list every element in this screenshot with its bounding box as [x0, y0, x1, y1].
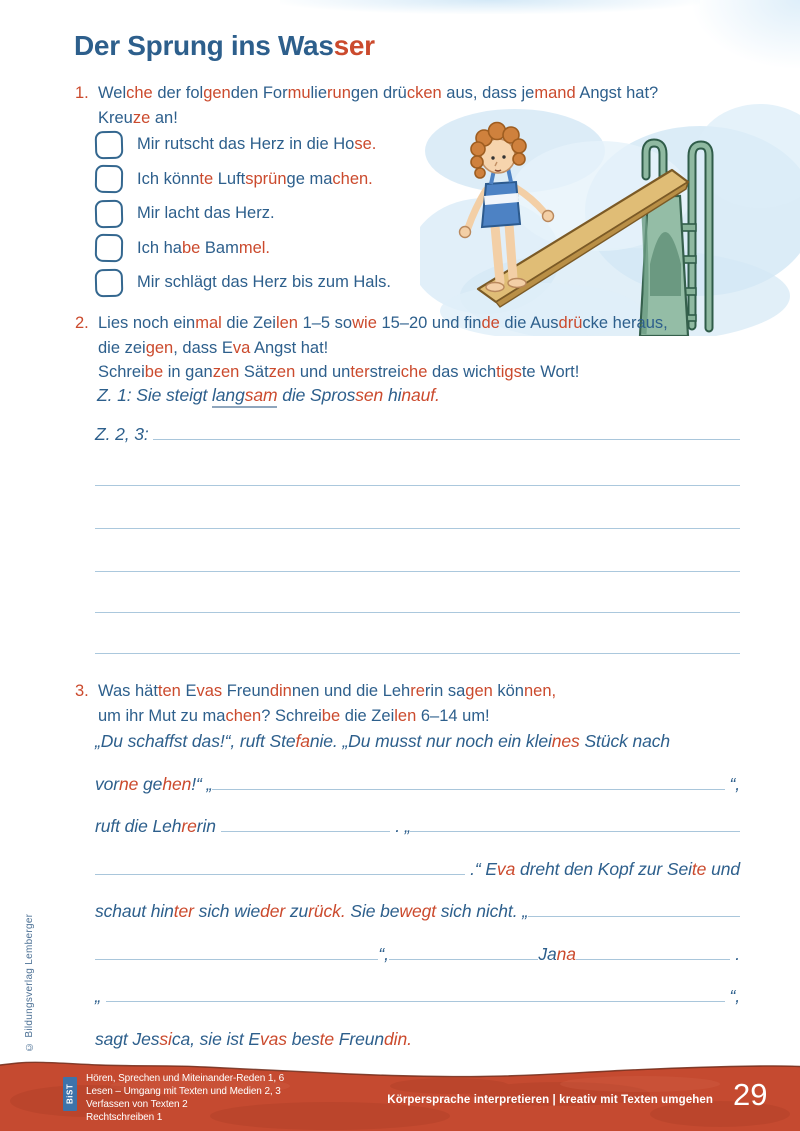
text-segment: “, — [724, 773, 740, 794]
text-segment: Lies noch ein — [98, 314, 196, 332]
text-segment: rin sa — [424, 682, 466, 700]
text-segment: die Zei — [221, 314, 276, 332]
text-segment: der fol — [152, 84, 204, 102]
text-segment: “, — [378, 943, 389, 964]
exercise2-number: 2. — [75, 314, 89, 332]
text-segment: run — [327, 84, 351, 102]
text-segment: Wel — [98, 84, 127, 102]
text-segment: Mir rutscht das Herz in die Ho — [137, 135, 355, 153]
text-segment: der — [260, 901, 286, 921]
text-segment: zen — [212, 363, 240, 381]
text-segment: cken — [406, 84, 442, 102]
text-segment: te Wort! — [521, 363, 580, 381]
text-segment: rin — [196, 816, 221, 836]
text-segment: , dass E — [173, 338, 233, 357]
text-segment: nen und die Leh — [291, 682, 411, 700]
text-segment: strei — [369, 363, 401, 381]
ruled-answer-line[interactable] — [95, 652, 740, 654]
text-segment: nes — [551, 731, 580, 751]
text-segment: die Spros — [277, 385, 356, 405]
text-segment: ge ma — [286, 169, 333, 188]
checkbox-label-3 — [137, 204, 275, 223]
text-segment: che — [400, 363, 428, 381]
standard-item-4: Rechtschreiben 1 — [86, 1112, 163, 1123]
text-segment: din — [269, 682, 292, 700]
text-segment: ca, sie ist E — [171, 1028, 261, 1049]
ruled-answer-line[interactable] — [95, 611, 740, 613]
text-segment: Was hät — [98, 682, 158, 700]
text-segment: hi — [383, 385, 402, 405]
exercise3-number: 3. — [75, 682, 89, 700]
text-segment: 6–14 um! — [416, 706, 490, 725]
text-segment: nie. „Du musst nur noch ein klei — [309, 731, 552, 751]
checkbox-label-4 — [137, 239, 270, 258]
text-segment: ser — [333, 30, 375, 61]
text-segment: „Du schaffst das!“, ruft Ste — [95, 731, 296, 751]
text-segment: Ja — [538, 943, 557, 964]
text-segment: be — [144, 363, 164, 381]
text-segment: Ich könn — [137, 169, 200, 188]
text-segment: an! — [150, 108, 178, 127]
ruled-answer-line[interactable] — [95, 527, 740, 529]
text-segment: mand — [534, 84, 576, 102]
text-segment: te — [691, 858, 707, 879]
text-segment: sprün — [245, 169, 287, 188]
ruled-answer-line[interactable] — [95, 570, 740, 572]
text-segment: mu — [287, 84, 311, 102]
exercise3-header — [75, 679, 556, 728]
text-segment: sich nicht. „ — [435, 901, 528, 921]
text-segment: va — [496, 858, 516, 879]
text-segment: sagt Jes — [95, 1028, 160, 1049]
text-segment: . — [730, 943, 740, 964]
text-segment: ge — [138, 773, 163, 794]
text-segment: se. — [354, 135, 377, 153]
answer-blank[interactable] — [106, 999, 725, 1002]
text-segment: wie — [352, 314, 377, 332]
checkbox-item-4 — [95, 236, 391, 261]
text-segment: cke heraus, — [582, 314, 668, 332]
text-segment: den For — [230, 84, 288, 102]
checkbox-item-5 — [95, 270, 391, 295]
text-segment: Freun — [334, 1028, 385, 1049]
text-segment: Luft — [213, 169, 246, 188]
text-segment: drü — [558, 314, 583, 332]
text-segment: . „ — [390, 816, 411, 836]
watercolor-wash-corner — [690, 0, 800, 70]
answer-blank[interactable] — [95, 872, 465, 875]
text-segment: ter — [173, 901, 194, 921]
text-segment: vas — [196, 682, 223, 700]
rewrite-line-4 — [95, 859, 740, 902]
exercise2-header — [75, 311, 668, 385]
answer-blank[interactable] — [410, 829, 740, 832]
text-segment: die Zei — [340, 706, 395, 725]
text-segment: Mir schlägt das Herz bis zum Hals. — [137, 273, 391, 292]
text-segment: Mir lacht das Herz. — [137, 204, 275, 223]
footer-topic: Körpersprache interpretieren | kreativ mit Texten umgehen — [387, 1094, 713, 1106]
page-title — [74, 30, 375, 62]
text-segment: Der Sprung ins Was — [74, 30, 334, 61]
answer-blank[interactable] — [212, 787, 725, 790]
text-segment: sam — [245, 385, 278, 408]
text-segment: zu — [285, 901, 309, 921]
text-segment: Schrei — [98, 363, 145, 381]
checkbox-label-2 — [137, 170, 373, 189]
text-segment: ruft die Leh — [95, 816, 182, 836]
text-segment: ten — [157, 682, 181, 700]
text-segment: Sät — [239, 363, 269, 381]
text-segment: lang — [212, 385, 245, 408]
exercise2-instruction — [98, 360, 579, 385]
publisher-copyright: © Bildungsverlag Lemberger — [24, 913, 35, 1052]
text-segment: vas — [260, 1028, 287, 1049]
text-segment: Stück nach — [579, 731, 671, 751]
text-segment: dreht den Kopf zur Sei — [515, 858, 692, 879]
text-segment: re — [181, 816, 197, 836]
girl-on-diving-board-illustration — [420, 96, 800, 336]
text-segment: si — [159, 1028, 172, 1049]
text-segment: fa — [295, 731, 310, 751]
text-segment: die zei — [98, 338, 146, 357]
rewrite-line-3 — [95, 816, 740, 859]
exercise1-question — [98, 81, 658, 106]
text-segment: Bam — [200, 238, 239, 257]
exercise3-question-line1 — [98, 679, 556, 704]
text-segment: tigs — [496, 363, 522, 381]
checkbox-5[interactable] — [95, 269, 124, 298]
text-segment: Ich ha — [137, 238, 182, 257]
exercise2-question-line1 — [98, 311, 668, 336]
checkbox-4[interactable] — [95, 234, 124, 263]
text-segment: Angst hat! — [250, 338, 329, 357]
checkbox-item-3 — [95, 201, 391, 226]
text-segment: mal — [195, 314, 222, 332]
answer-blank[interactable] — [95, 957, 378, 960]
text-segment: wegt — [399, 901, 436, 921]
text-segment: 1–5 so — [297, 314, 353, 332]
text-segment: be — [181, 238, 201, 257]
text-segment: Kreu — [98, 108, 133, 127]
text-segment: len — [275, 314, 298, 332]
checkbox-label-5 — [137, 273, 391, 292]
text-segment: gen — [465, 682, 493, 700]
standard-item-1: Hören, Sprechen und Miteinander-Reden 1, 6 — [86, 1073, 285, 1084]
rewrite-text-area — [95, 731, 740, 1071]
text-segment: chen — [225, 706, 262, 725]
exercise2-question-line2 — [98, 336, 328, 361]
checkbox-list — [95, 132, 391, 305]
text-segment: len — [394, 706, 417, 725]
text-segment: Sie be — [345, 901, 400, 921]
text-segment: “, — [724, 986, 740, 1006]
standard-item-3: Verfassen von Texten 2 — [86, 1099, 188, 1110]
text-segment: !“ „ — [191, 773, 213, 794]
text-segment: .“ E — [465, 858, 497, 879]
text-segment: 15–20 und fin — [376, 314, 482, 332]
answer-row-z23 — [95, 424, 740, 445]
text-segment: ? Schrei — [261, 706, 322, 725]
watercolor-wash-top — [280, 0, 700, 14]
exercise1-instruction — [98, 106, 178, 131]
bist-badge: BiST — [63, 1077, 77, 1111]
text-segment: kön — [492, 682, 524, 700]
text-segment: te — [199, 169, 214, 188]
answer-blank[interactable] — [153, 437, 740, 440]
ruled-answer-line[interactable] — [95, 484, 740, 486]
text-segment: din. — [384, 1028, 412, 1049]
checkbox-3[interactable] — [95, 199, 124, 228]
text-segment: sich wie — [193, 901, 261, 921]
text-segment: na — [556, 943, 576, 964]
text-segment: aus, dass je — [441, 84, 535, 102]
text-segment: gen — [145, 338, 174, 357]
text-segment: „ — [95, 986, 106, 1006]
text-segment: gen — [203, 84, 231, 102]
text-segment: va — [232, 338, 251, 357]
text-segment: zen — [268, 363, 296, 381]
checkbox-2[interactable] — [95, 165, 124, 194]
text-segment: Angst hat? — [575, 84, 659, 102]
rewrite-line-2 — [95, 774, 740, 817]
text-segment: Freun — [222, 682, 270, 700]
text-segment: hen — [162, 773, 192, 794]
text-segment: de — [481, 314, 500, 332]
text-segment: chen. — [332, 169, 373, 188]
text-segment: gen drü — [350, 84, 407, 102]
text-segment: te — [319, 1028, 335, 1049]
text-segment: Z. 2, 3: — [95, 424, 154, 444]
text-segment: in gan — [163, 363, 213, 381]
text-segment: lie — [310, 84, 328, 102]
exercise3-question-line2 — [98, 704, 490, 729]
text-segment: ter — [350, 363, 370, 381]
text-segment: mel. — [238, 238, 270, 257]
answer-blank[interactable] — [389, 957, 538, 960]
text-segment: und un — [295, 363, 351, 381]
exercise1-number: 1. — [75, 84, 89, 102]
text-segment: sen — [355, 385, 384, 405]
text-segment: vor — [95, 773, 120, 794]
text-segment: E — [180, 682, 197, 700]
text-segment: be — [321, 706, 341, 725]
education-standards-list — [86, 1072, 284, 1124]
text-segment: che — [126, 84, 153, 102]
answer-blank[interactable] — [528, 914, 740, 917]
exercise1-header — [75, 81, 658, 130]
checkbox-label-1 — [137, 135, 376, 154]
text-segment: Z. 1: Sie steigt — [97, 385, 213, 405]
sample-answer-z1 — [97, 385, 440, 406]
checkbox-1[interactable] — [95, 130, 124, 159]
text-segment: die Aus — [499, 314, 559, 332]
rewrite-line-1 — [95, 731, 740, 774]
standard-item-2: Lesen – Umgang mit Texten und Medien 2, 3 — [86, 1086, 281, 1097]
text-segment: das wich — [427, 363, 497, 381]
answer-blank[interactable] — [221, 829, 391, 832]
text-segment: re — [410, 682, 425, 700]
text-segment: und — [706, 858, 740, 879]
text-segment: ze — [132, 108, 151, 127]
checkbox-item-1 — [95, 132, 391, 157]
text-segment: um ihr Mut zu ma — [98, 706, 226, 725]
text-segment: bes — [286, 1028, 320, 1049]
checkbox-item-2 — [95, 167, 391, 192]
rewrite-line-6 — [95, 944, 740, 987]
text-segment: schaut hin — [95, 901, 174, 921]
text-segment: ne — [119, 773, 139, 794]
page-number: 29 — [733, 1077, 768, 1112]
rewrite-line-7 — [95, 986, 740, 1029]
text-segment: nauf. — [401, 385, 440, 405]
rewrite-line-5 — [95, 901, 740, 944]
text-segment: rück. — [308, 901, 346, 921]
text-segment: nen, — [523, 682, 557, 700]
answer-blank[interactable] — [576, 957, 731, 960]
